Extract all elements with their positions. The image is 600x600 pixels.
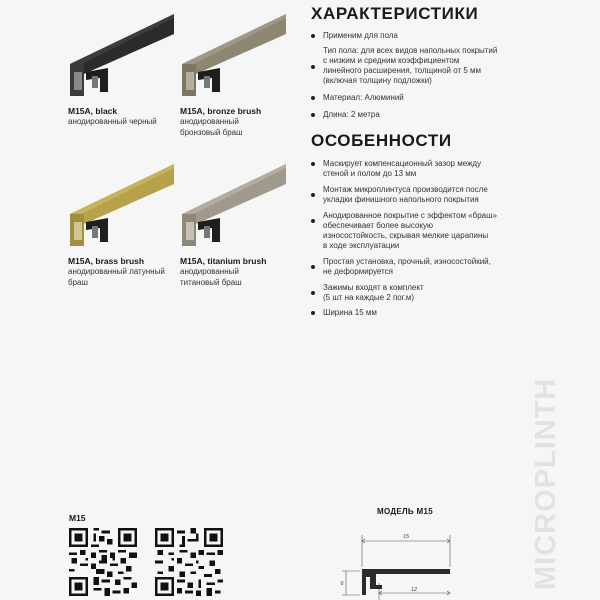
bullet-icon	[311, 193, 315, 197]
swatch-desc: анодированный титановый браш	[180, 267, 242, 287]
features-item: Монтаж микроплинтуса производится после укладки финишного напольного покрытия	[311, 185, 556, 205]
characteristics-title: ХАРАКТЕРИСТИКИ	[311, 4, 479, 23]
microplinth-vertical-text: MICROPLINTH	[530, 377, 562, 590]
features-item: Зажимы входят в комплект (5 шт на каждые 2 пог.м)	[311, 283, 556, 303]
swatch-name: M15A, brass brush	[68, 256, 145, 266]
bullet-icon	[311, 291, 315, 295]
profile-image-titanium	[180, 162, 290, 252]
swatch-brass-brush	[68, 162, 184, 288]
bullet-icon	[311, 113, 315, 117]
profile-technical-drawing	[330, 525, 465, 600]
qr-code-icon	[69, 528, 137, 596]
swatch-name: M15A, bronze brush	[180, 106, 262, 116]
profile-image-bronze	[180, 12, 290, 102]
swatch-black	[68, 12, 184, 127]
bullet-icon	[311, 265, 315, 269]
features-item: Маскирует компенсационный зазор между стеной и полом до 13 мм	[311, 159, 556, 179]
dim-side: 6	[340, 581, 344, 587]
bullet-icon	[311, 219, 315, 223]
swatch-desc: анодированный бронзовый браш	[180, 117, 243, 137]
model-label: МОДЕЛЬ M15	[377, 507, 433, 516]
bullet-icon	[311, 96, 315, 100]
features-title: ОСОБЕННОСТИ	[311, 131, 452, 150]
dim-bottom: 12	[410, 587, 418, 593]
characteristics-item: Длина: 2 метра	[311, 110, 556, 120]
bullet-icon	[311, 34, 315, 38]
bullet-icon	[311, 162, 315, 166]
profile-section	[362, 569, 450, 595]
swatch-desc: анодированный черный	[68, 117, 157, 126]
features-item: Анодированное покрытие с эффектом «браш» обеспечивает более высокую износостойкость, скрывая мелкие царапины в ходе эксплуатации	[311, 211, 556, 251]
swatch-titanium-brush	[180, 162, 296, 288]
swatch-name: M15A, black	[68, 106, 118, 116]
profile-image-brass	[68, 162, 178, 252]
characteristics-item: Тип пола: для всех видов напольных покрытий с низким и средним коэффициентом линейного расширения, толщиной от 5 мм (включая толщину подложки)	[311, 46, 556, 86]
features-item: Простая установка, прочный, износостойкий, не деформируется	[311, 257, 556, 277]
qr-label: M15	[69, 513, 86, 523]
swatch-name: M15A, titanium brush	[180, 256, 267, 266]
characteristics-item: Материал: Алюминий	[311, 93, 556, 103]
dim-top: 15	[402, 534, 410, 540]
swatch-desc: анодированный латунный браш	[68, 267, 165, 287]
qr-code-icon	[155, 528, 223, 596]
characteristics-item: Применим для пола	[311, 31, 556, 41]
bullet-icon	[311, 311, 315, 315]
bullet-icon	[311, 65, 315, 69]
profile-image-black	[68, 12, 178, 102]
features-item: Ширина 15 мм	[311, 308, 556, 318]
swatch-bronze-brush	[180, 12, 296, 138]
